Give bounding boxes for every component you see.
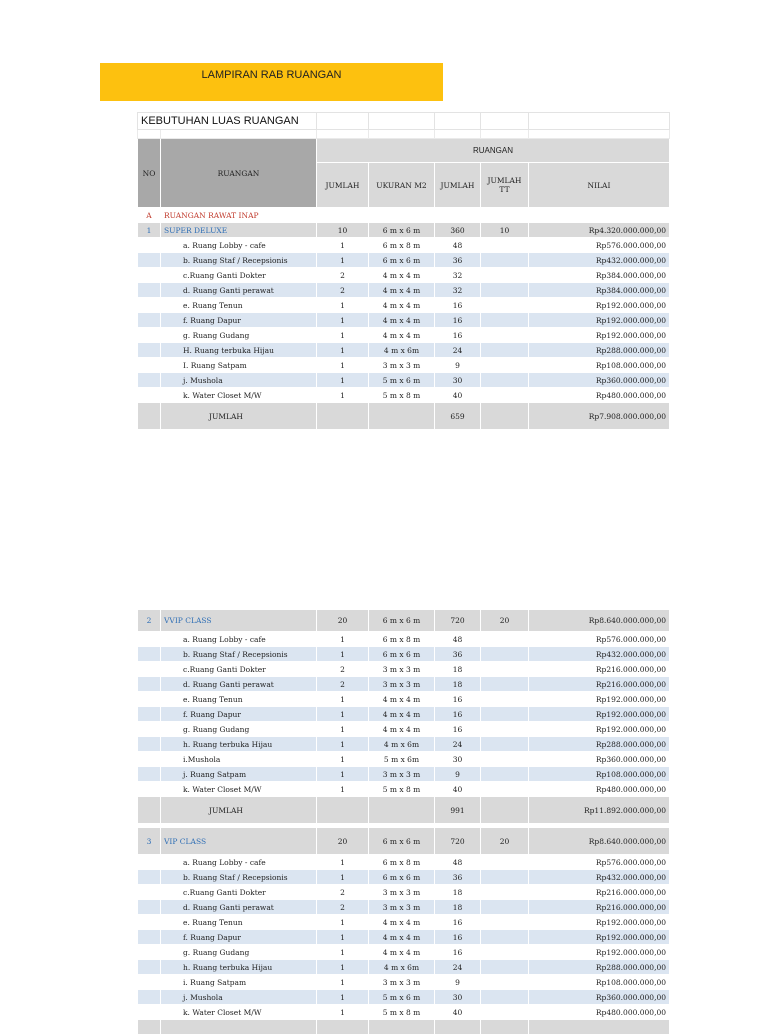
- cell-jumlah: 1: [317, 782, 369, 797]
- header-ukuran: UKURAN M2: [369, 163, 435, 208]
- cell-jumlah: 1: [317, 298, 369, 313]
- cell-ukuran: 4 m x 4 m: [369, 283, 435, 298]
- cell-ukuran: 5 m x 8 m: [369, 782, 435, 797]
- cell-nilai: Rp384.000.000,00: [529, 268, 670, 283]
- cell-luas: 48: [435, 632, 481, 647]
- cell-jumlah: 1: [317, 343, 369, 358]
- table-row: [138, 737, 670, 752]
- cell-name: k. Water Closet M/W: [161, 782, 317, 797]
- class-row: 2 VVIP CLASS 20 6 m x 6 m 720 20 Rp8.640.000.000,00: [138, 610, 670, 632]
- cell-name: c.Ruang Ganti Dokter: [161, 662, 317, 677]
- room-table-1: [137, 112, 670, 430]
- table-row: [138, 752, 670, 767]
- cell-ukuran: 3 m x 3 m: [369, 885, 435, 900]
- cell-jumlah: 1: [317, 737, 369, 752]
- cell-name: g. Ruang Gudang: [161, 328, 317, 343]
- table-row: [138, 900, 670, 915]
- cell-jumlah: 1: [317, 870, 369, 885]
- cell-nilai: Rp576.000.000,00: [529, 855, 670, 870]
- cell-jumlah: 2: [317, 677, 369, 692]
- table-row: [138, 990, 670, 1005]
- cell-name: i. Ruang Satpam: [161, 975, 317, 990]
- table-row: [138, 722, 670, 737]
- cell-name: g. Ruang Gudang: [161, 945, 317, 960]
- section-label: RUANGAN RAWAT INAP: [161, 208, 670, 223]
- cell-jumlah: 2: [317, 885, 369, 900]
- cell-jumlah: 1: [317, 722, 369, 737]
- cell-ukuran: 6 m x 6 m: [369, 870, 435, 885]
- cell-jumlah: 1: [317, 358, 369, 373]
- cell-ukuran: 3 m x 3 m: [369, 662, 435, 677]
- cell-luas: 48: [435, 238, 481, 253]
- cell-luas: 32: [435, 268, 481, 283]
- cell-nilai: Rp192.000.000,00: [529, 930, 670, 945]
- header-jumlah2: JUMLAH: [435, 163, 481, 208]
- cell-ukuran: 6 m x 8 m: [369, 238, 435, 253]
- cell-ukuran: 6 m x 6 m: [369, 253, 435, 268]
- table-row: [138, 662, 670, 677]
- cell-ukuran: 4 m x 4 m: [369, 930, 435, 945]
- cell-ukuran: 5 m x 8 m: [369, 1005, 435, 1020]
- cell-nilai: Rp360.000.000,00: [529, 990, 670, 1005]
- cell-jumlah: 1: [317, 238, 369, 253]
- cell-ukuran: 4 m x 4 m: [369, 915, 435, 930]
- table-row: [138, 975, 670, 990]
- cell-ukuran: 4 m x 4 m: [369, 298, 435, 313]
- cell-luas: 16: [435, 313, 481, 328]
- cell-luas: 16: [435, 692, 481, 707]
- cell-luas: 40: [435, 388, 481, 403]
- cell-name: a. Ruang Lobby - cafe: [161, 238, 317, 253]
- cell-nilai: Rp192.000.000,00: [529, 945, 670, 960]
- cell-ukuran: 3 m x 3 m: [369, 900, 435, 915]
- cell-ukuran: 5 m x 6 m: [369, 990, 435, 1005]
- table-row: [138, 767, 670, 782]
- class-name: SUPER DELUXE: [161, 223, 317, 238]
- cell-nilai: Rp360.000.000,00: [529, 752, 670, 767]
- table-row: [138, 313, 670, 328]
- cell-ukuran: 4 m x 4 m: [369, 722, 435, 737]
- cell-jumlah: 1: [317, 313, 369, 328]
- cell-nilai: Rp108.000.000,00: [529, 358, 670, 373]
- cell-jumlah: 1: [317, 945, 369, 960]
- header-jumlah: JUMLAH: [317, 163, 369, 208]
- table-row: [138, 388, 670, 403]
- table-row: [138, 1005, 670, 1020]
- table-row: [138, 945, 670, 960]
- cell-jumlah: 1: [317, 692, 369, 707]
- cell-name: f. Ruang Dapur: [161, 930, 317, 945]
- cell-nilai: Rp108.000.000,00: [529, 975, 670, 990]
- cell-luas: 9: [435, 975, 481, 990]
- cell-nilai: Rp576.000.000,00: [529, 632, 670, 647]
- cell-name: j. Ruang Satpam: [161, 767, 317, 782]
- table-row: [138, 915, 670, 930]
- cell-luas: 30: [435, 990, 481, 1005]
- cell-luas: 24: [435, 960, 481, 975]
- cell-name: b. Ruang Staf / Recepsionis: [161, 253, 317, 268]
- table-row: [138, 960, 670, 975]
- header-no: NO: [138, 139, 161, 208]
- cell-ukuran: 4 m x 4 m: [369, 268, 435, 283]
- class-name: VIP CLASS: [161, 828, 317, 855]
- cell-ukuran: 5 m x 8 m: [369, 388, 435, 403]
- cell-jumlah: 1: [317, 960, 369, 975]
- cell-luas: 40: [435, 1005, 481, 1020]
- table-row: [138, 707, 670, 722]
- cell-name: d. Ruang Ganti perawat: [161, 900, 317, 915]
- cell-nilai: Rp192.000.000,00: [529, 692, 670, 707]
- cell-ukuran: 3 m x 3 m: [369, 677, 435, 692]
- cell-jumlah: 1: [317, 647, 369, 662]
- cell-luas: 9: [435, 358, 481, 373]
- cell-nilai: Rp288.000.000,00: [529, 737, 670, 752]
- cell-ukuran: 5 m x 6m: [369, 752, 435, 767]
- cell-name: g. Ruang Gudang: [161, 722, 317, 737]
- table-row: [138, 298, 670, 313]
- cell-nilai: Rp432.000.000,00: [529, 253, 670, 268]
- cell-luas: 40: [435, 782, 481, 797]
- cell-nilai: Rp432.000.000,00: [529, 870, 670, 885]
- table-row: [138, 632, 670, 647]
- header-jumlah-tt: JUMLAH TT: [481, 163, 529, 208]
- cell-name: h. Ruang terbuka Hijau: [161, 960, 317, 975]
- cell-ukuran: 6 m x 6 m: [369, 647, 435, 662]
- cell-ukuran: 4 m x 4 m: [369, 707, 435, 722]
- cell-luas: 36: [435, 253, 481, 268]
- cell-name: j. Mushola: [161, 373, 317, 388]
- cell-ukuran: 4 m x 4 m: [369, 692, 435, 707]
- cell-luas: 36: [435, 870, 481, 885]
- cell-nilai: Rp288.000.000,00: [529, 343, 670, 358]
- cell-luas: 18: [435, 885, 481, 900]
- cell-nilai: Rp192.000.000,00: [529, 328, 670, 343]
- cell-nilai: Rp216.000.000,00: [529, 662, 670, 677]
- cell-name: e. Ruang Tenun: [161, 692, 317, 707]
- cell-name: e. Ruang Tenun: [161, 915, 317, 930]
- cell-jumlah: 1: [317, 388, 369, 403]
- header-ruangan: RUANGAN: [161, 139, 317, 208]
- cell-ukuran: 4 m x 4 m: [369, 328, 435, 343]
- cell-ukuran: 4 m x 6m: [369, 737, 435, 752]
- cell-jumlah: 1: [317, 975, 369, 990]
- cell-jumlah: 1: [317, 328, 369, 343]
- table-row: [138, 328, 670, 343]
- table-row: [138, 930, 670, 945]
- cell-nilai: Rp216.000.000,00: [529, 900, 670, 915]
- cell-jumlah: 2: [317, 283, 369, 298]
- cell-ukuran: 3 m x 3 m: [369, 358, 435, 373]
- cell-jumlah: 1: [317, 990, 369, 1005]
- cell-nilai: Rp192.000.000,00: [529, 915, 670, 930]
- cell-nilai: Rp288.000.000,00: [529, 960, 670, 975]
- cell-name: f. Ruang Dapur: [161, 313, 317, 328]
- cell-name: e. Ruang Tenun: [161, 298, 317, 313]
- cell-luas: 16: [435, 930, 481, 945]
- cell-luas: 16: [435, 298, 481, 313]
- cell-jumlah: 2: [317, 268, 369, 283]
- cell-luas: 48: [435, 855, 481, 870]
- table-row: [138, 373, 670, 388]
- cell-ukuran: 4 m x 4 m: [369, 945, 435, 960]
- cell-name: I. Ruang Satpam: [161, 358, 317, 373]
- cell-nilai: Rp216.000.000,00: [529, 677, 670, 692]
- cell-luas: 18: [435, 662, 481, 677]
- room-table-2: [137, 609, 670, 824]
- cell-jumlah: 1: [317, 915, 369, 930]
- cell-name: d. Ruang Ganti perawat: [161, 677, 317, 692]
- table-row: [138, 253, 670, 268]
- cell-name: b. Ruang Staf / Recepsionis: [161, 647, 317, 662]
- banner: [100, 63, 443, 101]
- cell-luas: 36: [435, 647, 481, 662]
- table-row: [138, 677, 670, 692]
- cell-luas: 30: [435, 373, 481, 388]
- cell-luas: 9: [435, 767, 481, 782]
- cell-name: c.Ruang Ganti Dokter: [161, 268, 317, 283]
- room-table-3: [137, 827, 670, 1035]
- cell-luas: 16: [435, 722, 481, 737]
- cell-jumlah: 1: [317, 632, 369, 647]
- cell-jumlah: 2: [317, 662, 369, 677]
- cell-jumlah: 1: [317, 752, 369, 767]
- cell-luas: 16: [435, 915, 481, 930]
- cell-name: a. Ruang Lobby - cafe: [161, 632, 317, 647]
- table-row: [138, 238, 670, 253]
- cell-luas: 24: [435, 343, 481, 358]
- cell-name: i.Mushola: [161, 752, 317, 767]
- cell-nilai: Rp360.000.000,00: [529, 373, 670, 388]
- table-row: [138, 283, 670, 298]
- cell-luas: 16: [435, 707, 481, 722]
- cell-nilai: Rp216.000.000,00: [529, 885, 670, 900]
- table-row: [138, 692, 670, 707]
- table-row: [138, 647, 670, 662]
- cell-luas: 32: [435, 283, 481, 298]
- cell-ukuran: 3 m x 3 m: [369, 975, 435, 990]
- table-row: [138, 268, 670, 283]
- total-row: JUMLAH 659 Rp7.908.000.000,00: [138, 403, 670, 430]
- cell-jumlah: 1: [317, 253, 369, 268]
- cell-name: f. Ruang Dapur: [161, 707, 317, 722]
- cell-name: j. Mushola: [161, 990, 317, 1005]
- cell-nilai: Rp192.000.000,00: [529, 722, 670, 737]
- cell-luas: 24: [435, 737, 481, 752]
- total-row: JUMLAH 991 Rp11.892.000.000,00: [138, 797, 670, 824]
- cell-jumlah: 1: [317, 1005, 369, 1020]
- cell-nilai: Rp480.000.000,00: [529, 388, 670, 403]
- cell-ukuran: 5 m x 6 m: [369, 373, 435, 388]
- cell-luas: 16: [435, 328, 481, 343]
- cell-jumlah: 2: [317, 900, 369, 915]
- section-code: A: [138, 208, 161, 223]
- cell-name: a. Ruang Lobby - cafe: [161, 855, 317, 870]
- cell-jumlah: 1: [317, 767, 369, 782]
- banner-title: LAMPIRAN RAB RUANGAN: [201, 69, 342, 81]
- cell-jumlah: 1: [317, 855, 369, 870]
- cell-ukuran: 4 m x 6m: [369, 960, 435, 975]
- cell-nilai: Rp432.000.000,00: [529, 647, 670, 662]
- cell-name: k. Water Closet M/W: [161, 388, 317, 403]
- cell-luas: 18: [435, 677, 481, 692]
- table-title: KEBUTUHAN LUAS RUANGAN: [138, 113, 317, 130]
- cell-jumlah: 1: [317, 373, 369, 388]
- table-row: [138, 782, 670, 797]
- cell-ukuran: 4 m x 6m: [369, 343, 435, 358]
- cell-nilai: Rp192.000.000,00: [529, 707, 670, 722]
- cell-nilai: Rp384.000.000,00: [529, 283, 670, 298]
- cell-nilai: Rp192.000.000,00: [529, 313, 670, 328]
- cell-name: c.Ruang Ganti Dokter: [161, 885, 317, 900]
- cell-luas: 18: [435, 900, 481, 915]
- cell-ukuran: 6 m x 8 m: [369, 855, 435, 870]
- cell-nilai: Rp192.000.000,00: [529, 298, 670, 313]
- cell-luas: 30: [435, 752, 481, 767]
- cell-nilai: Rp576.000.000,00: [529, 238, 670, 253]
- cell-jumlah: 1: [317, 930, 369, 945]
- table-row: [138, 855, 670, 870]
- cell-nilai: Rp480.000.000,00: [529, 1005, 670, 1020]
- table-row: [138, 885, 670, 900]
- class-row: 1 SUPER DELUXE 10 6 m x 6 m 360 10 Rp4.320.000.000,00: [138, 223, 670, 238]
- table-row: [138, 343, 670, 358]
- cell-name: H. Ruang terbuka Hijau: [161, 343, 317, 358]
- table-row: [138, 870, 670, 885]
- cell-ukuran: 6 m x 8 m: [369, 632, 435, 647]
- cell-name: k. Water Closet M/W: [161, 1005, 317, 1020]
- header-nilai: NILAI: [529, 163, 670, 208]
- cell-ukuran: 4 m x 4 m: [369, 313, 435, 328]
- cell-nilai: Rp108.000.000,00: [529, 767, 670, 782]
- cell-name: b. Ruang Staf / Recepsionis: [161, 870, 317, 885]
- cell-luas: 16: [435, 945, 481, 960]
- cell-jumlah: 1: [317, 707, 369, 722]
- table-row: [138, 358, 670, 373]
- class-name: VVIP CLASS: [161, 610, 317, 632]
- class-row: 3 VIP CLASS 20 6 m x 6 m 720 20 Rp8.640.000.000,00: [138, 828, 670, 855]
- cell-ukuran: 3 m x 3 m: [369, 767, 435, 782]
- cell-nilai: Rp480.000.000,00: [529, 782, 670, 797]
- header-group: RUANGAN: [317, 139, 670, 163]
- cell-name: h. Ruang terbuka Hijau: [161, 737, 317, 752]
- cell-name: d. Ruang Ganti perawat: [161, 283, 317, 298]
